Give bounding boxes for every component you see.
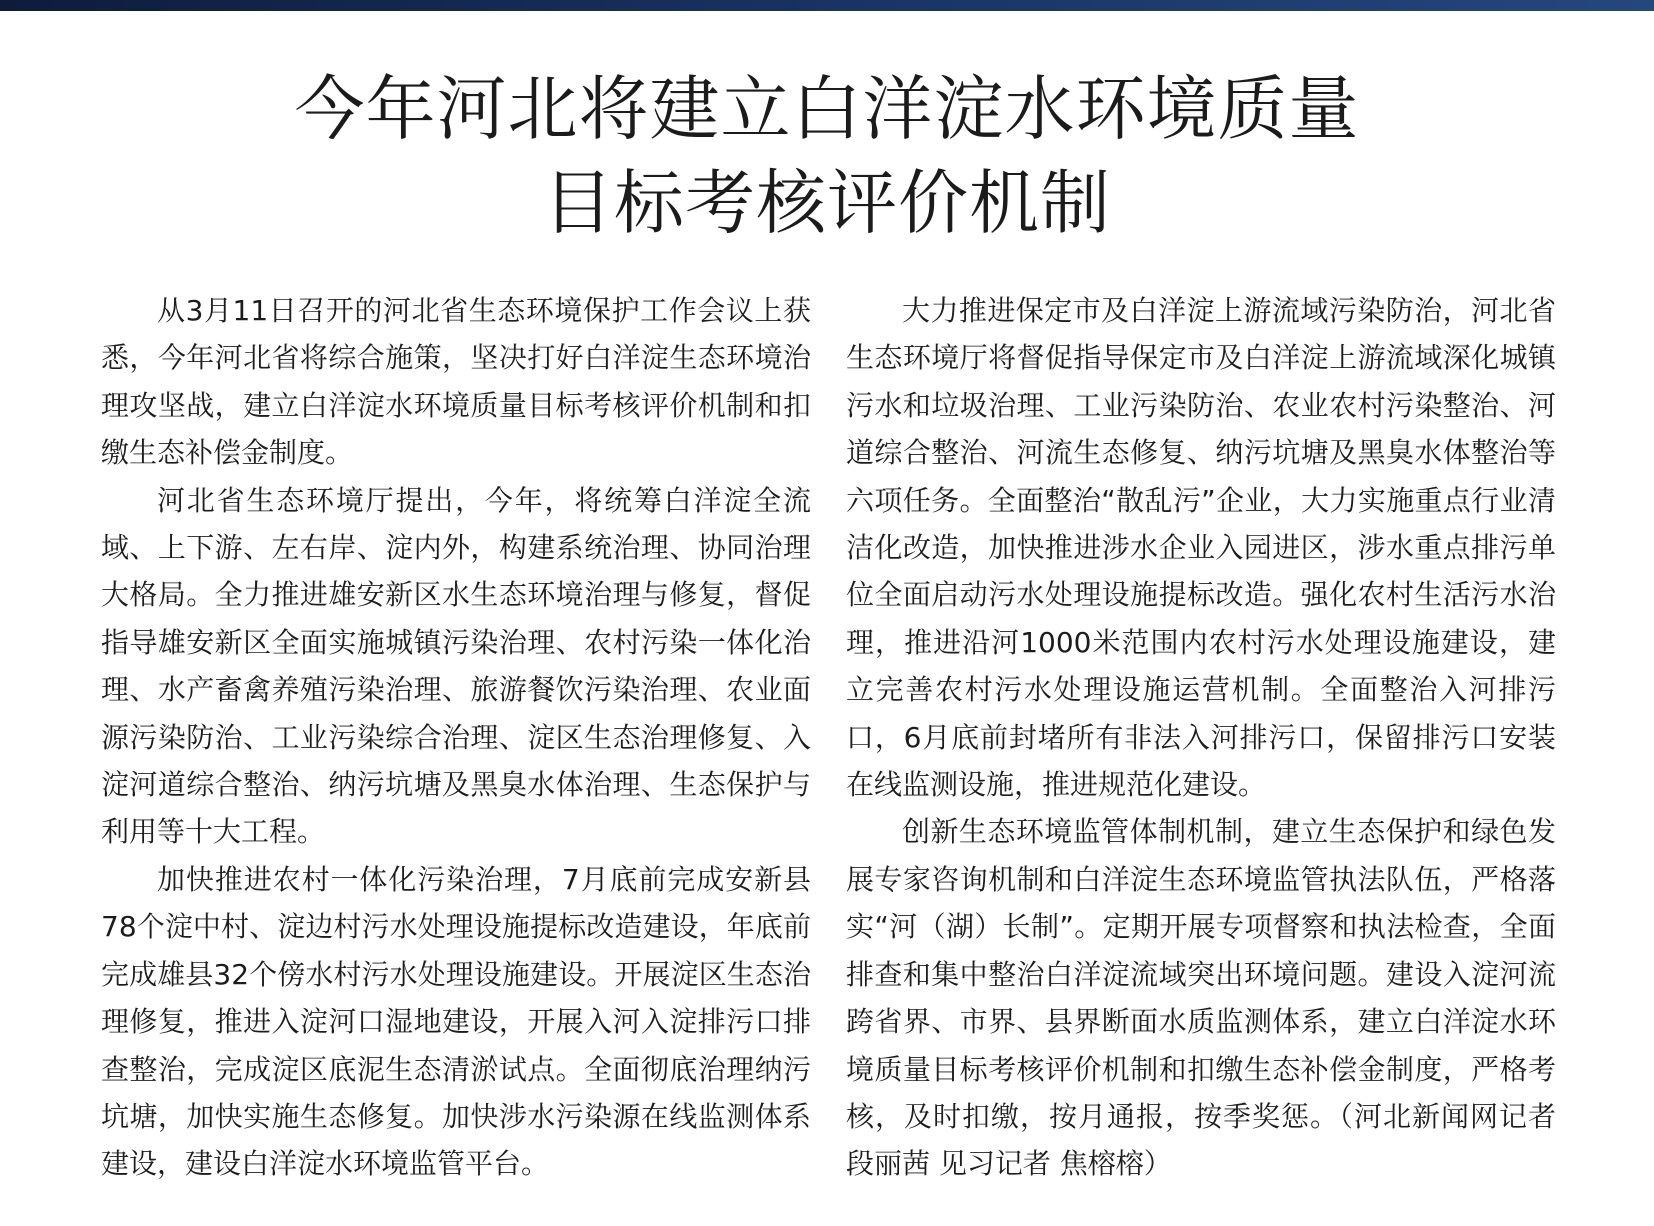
paragraph: 加快推进农村一体化污染治理，7月底前完成安新县78个淀中村、淀边村污水处理设施提标改造建设，年底前完成雄县32个傍水村污水处理设施建设。开展淀区生态治理修复，推进入淀河口湿地建设，开展入河入淀排污口排查整治，完成淀区底泥生态清淤试点。全面彻底治理纳污坑塘，加快实施生态修复。加快涉水污染源在线监测体系建设，建设白洋淀水环境监管平台。 (101, 862, 811, 1181)
article-title-line-2: 目标考核评价机制 (543, 162, 1111, 244)
article-title (0, 62, 1654, 250)
article-title-line-1: 今年河北将建立白洋淀水环境质量 (294, 68, 1360, 150)
paragraph: 从3月11日召开的河北省生态环境保护工作会议上获悉，今年河北省将综合施策，坚决打好白洋淀生态环境治理攻坚战，建立白洋淀水环境质量目标考核评价机制和扣缴生态补偿金制度。 (101, 294, 811, 470)
top-banner-bar (0, 0, 1654, 11)
paragraph: 河北省生态环境厅提出，今年，将统筹白洋淀全流域、上下游、左右岸、淀内外，构建系统治理、协同治理大格局。全力推进雄安新区水生态环境治理与修复，督促指导雄安新区全面实施城镇污染治理、农村污染一体化治理、水产畜禽养殖污染治理、旅游餐饮污染治理、农业面源污染防治、工业污染综合治理、淀区生态治理修复、入淀河道综合整治、纳污坑塘及黑臭水体治理、生态保护与利用等十大工程。 (101, 483, 811, 849)
article-column-left (101, 287, 811, 1188)
paragraph: 创新生态环境监管体制机制，建立生态保护和绿色发展专家咨询机制和白洋淀生态环境监管执法队伍，严格落实“河（湖）长制”。定期开展专项督察和执法检查，全面排查和集中整治白洋淀流域突出环境问题。建设入淀河流跨省界、市界、县界断面水质监测体系，建立白洋淀水环境质量目标考核评价机制和扣缴生态补偿金制度，严格考核，及时扣缴，按月通报，按季奖惩。（河北新闻网记者 段丽茜 见习记者 焦榕榕） (846, 815, 1556, 1181)
article-column-right (846, 287, 1556, 1188)
paragraph: 大力推进保定市及白洋淀上游流域污染防治，河北省生态环境厅将督促指导保定市及白洋淀上游流域深化城镇污水和垃圾治理、工业污染防治、农业农村污染整治、河道综合整治、河流生态修复、纳污坑塘及黑臭水体整治等六项任务。全面整治“散乱污”企业，大力实施重点行业清洁化改造，加快推进涉水企业入园进区，涉水重点排污单位全面启动污水处理设施提标改造。强化农村生活污水治理，推进沿河1000米范围内农村污水处理设施建设，建立完善农村污水处理设施运营机制。全面整治入河排污口，6月底前封堵所有非法入河排污口，保留排污口安装在线监测设施，推进规范化建设。 (846, 294, 1556, 802)
